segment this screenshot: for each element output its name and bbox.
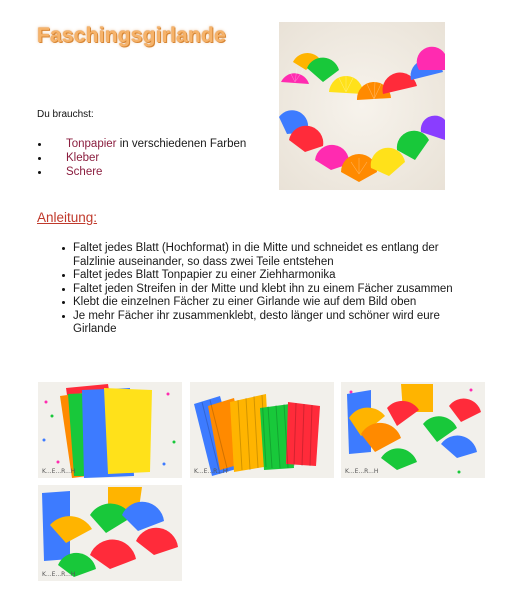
step-photo-2 (190, 382, 334, 478)
materials-item: Kleber (37, 151, 246, 165)
garland-illustration (279, 22, 445, 190)
garland-fans-illustration (38, 485, 182, 581)
instruction-step: Faltet jedes Blatt Tonpapier zu einer Ziehharmonika (62, 269, 482, 283)
step-photo-1 (38, 382, 182, 478)
photo-watermark: K...E...R...H (194, 468, 228, 475)
step-photo-3 (341, 382, 485, 478)
materials-item: Tonpapier in verschiedenen Farben (37, 137, 246, 151)
instructions-heading: Anleitung: (37, 210, 98, 225)
materials-item: Schere (37, 165, 246, 179)
paper-stack-illustration (38, 382, 182, 478)
photo-watermark: K...E...R...H (345, 468, 379, 475)
garland-photo (279, 22, 445, 190)
instructions-list (62, 242, 482, 337)
instruction-step: Faltet jedes Blatt (Hochformat) in die Mitte und schneidet es entlang der Falzlinie auseinander, so dass zwei Teile entstehen (62, 242, 482, 269)
page-title: Faschingsgirlande (37, 24, 226, 47)
instruction-step: Je mehr Fächer ihr zusammenklebt, desto länger und schöner wird eure Girlande (62, 310, 482, 337)
fans-illustration (341, 382, 485, 478)
instruction-step: Klebt die einzelnen Fächer zu einer Girlande wie auf dem Bild oben (62, 296, 482, 310)
photo-watermark: K...E...R...H (42, 571, 76, 578)
accordion-folds-illustration (190, 382, 334, 478)
step-photo-4 (38, 485, 182, 581)
instruction-step: Faltet jeden Streifen in der Mitte und klebt ihn zu einem Fächer zusammen (62, 283, 482, 297)
materials-label: Du brauchst: (37, 109, 94, 120)
photo-watermark: K...E...R...H (42, 468, 76, 475)
materials-list (37, 137, 246, 179)
